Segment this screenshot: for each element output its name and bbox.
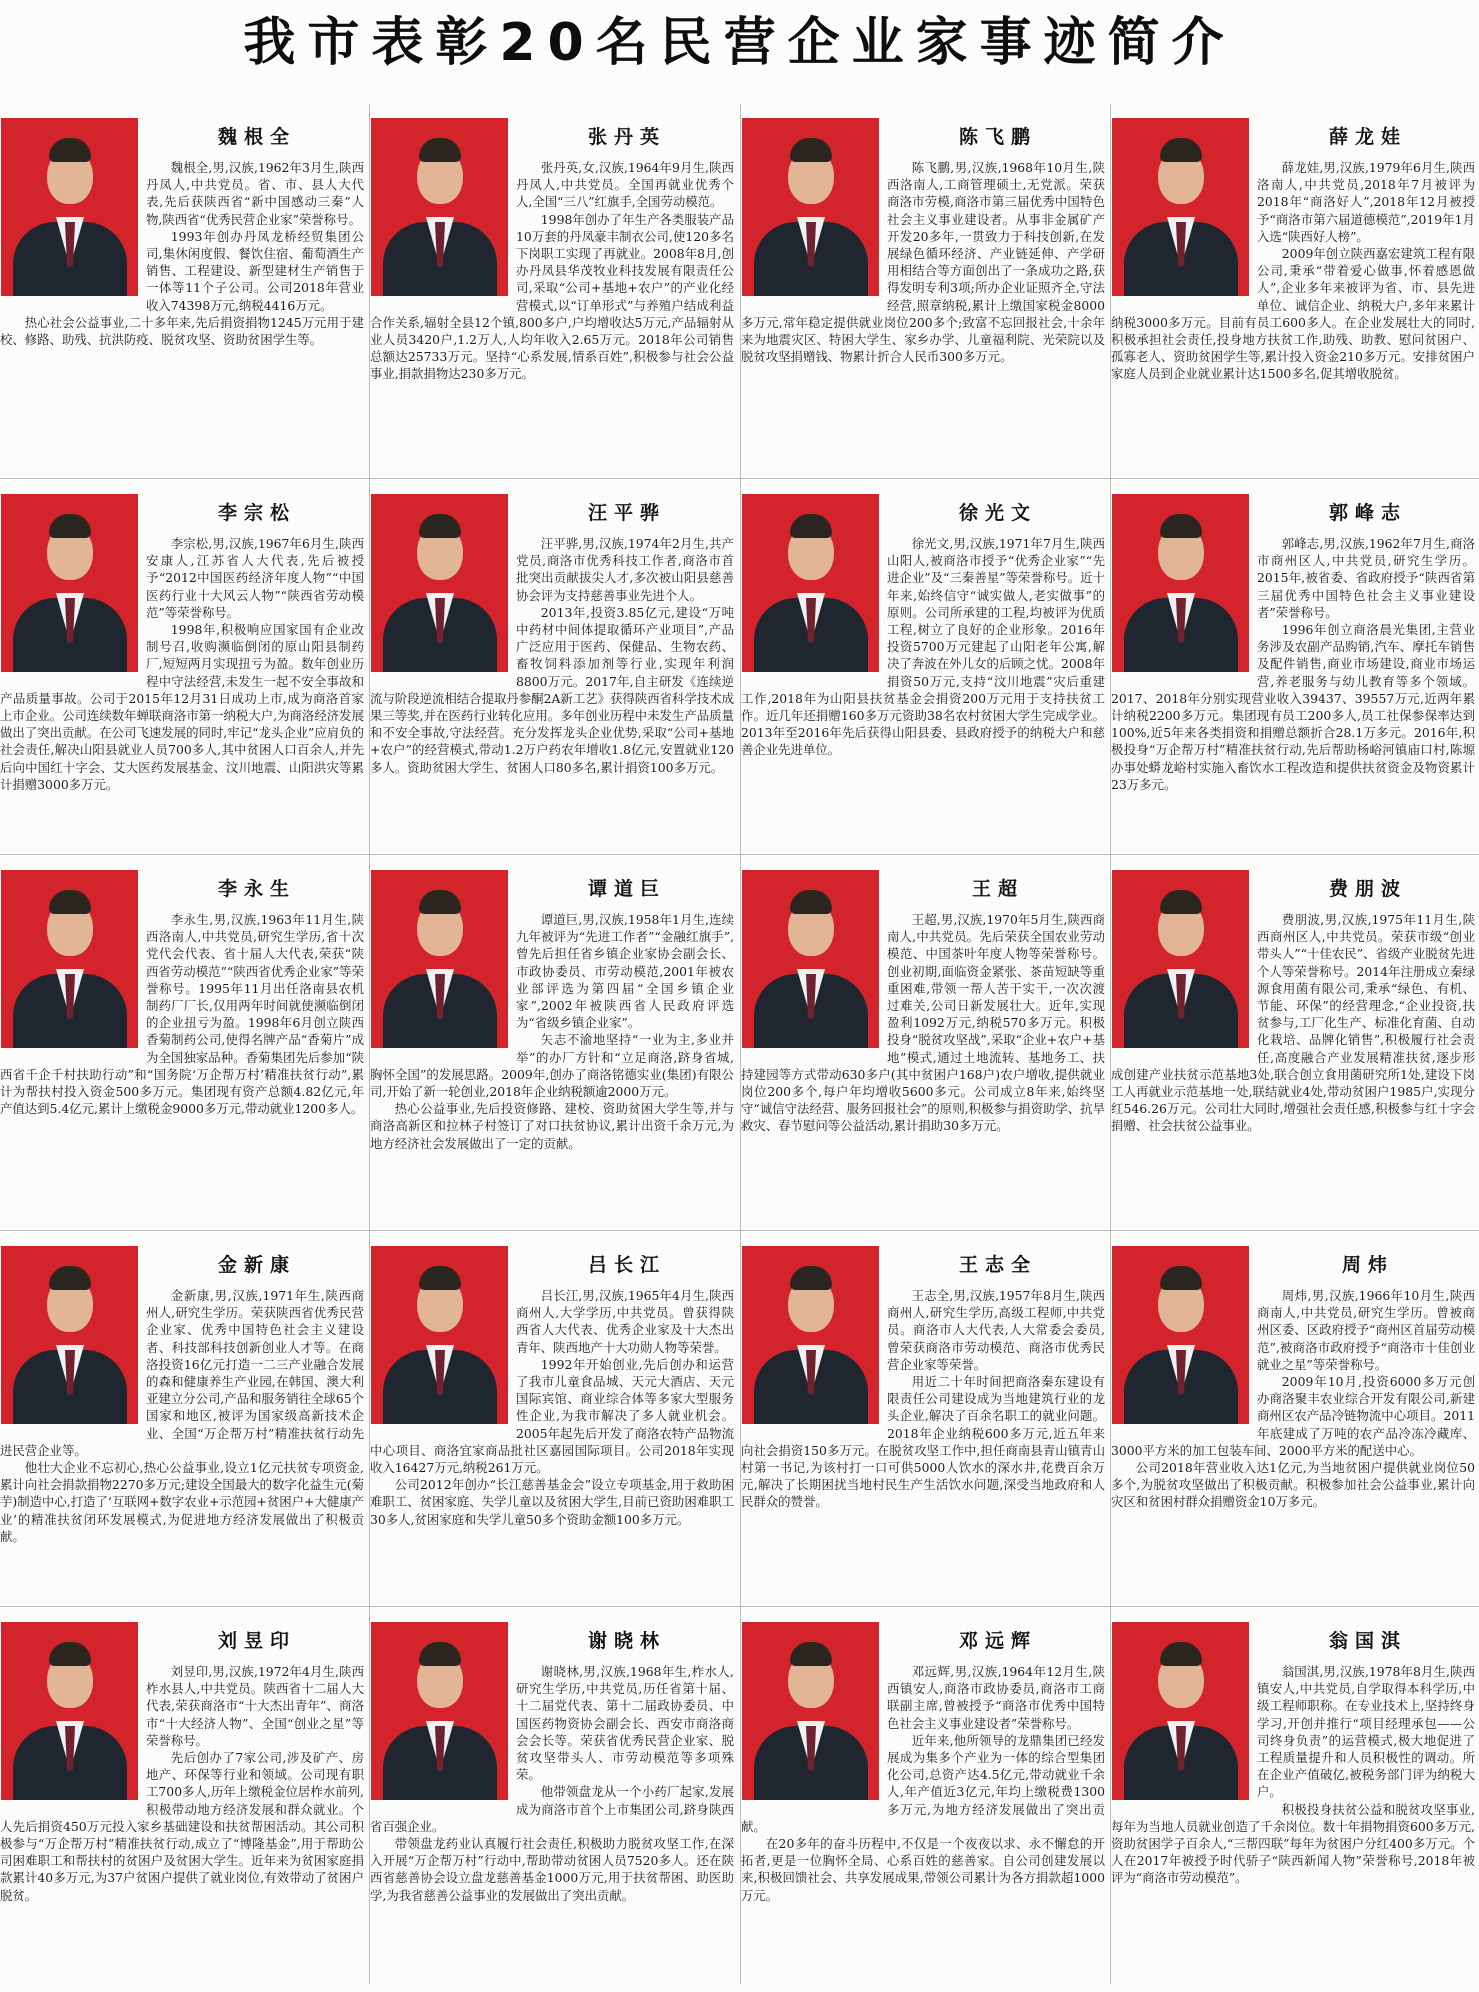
profile-name: 汪平骅 (587, 502, 666, 524)
portrait-photo (1112, 870, 1249, 1048)
portrait-photo (1112, 494, 1249, 672)
profile-card (1111, 856, 1479, 1230)
portrait-photo (371, 1246, 508, 1424)
profile-card (0, 856, 368, 1230)
bio-paragraph: 带领盘龙药业认真履行社会责任,积极助力脱贫攻坚工作,在深入开展“万企帮万村”行动中,帮助带动贫困人员7520多人。还在陕西省慈善协会设立盘龙慈善基金1000万元,用于扶贫帮困、助医助学,为我省慈善公益事业的发展做出了突出贡献。 (370, 1836, 734, 1903)
portrait-photo (742, 494, 879, 672)
bio-paragraph: 1998年,积极响应国家国有企业改制号召,收购濒临倒闭的原山阳县制药厂,短短两月实现扭亏为盈。数年创业历程中守法经营,未发生一起不安全事故和产品质量事故。公司于2015年12月31日成功上市,成为商洛首家上市企业。公司连续数年蝉联商洛市第一纳税大户,为商洛经济发展做出了突出贡献。在公司飞速发展的同时,牢记“龙头企业”应肩负的社会责任,解决山阳县就业人员700多人,其中贫困人口百余人,并先后向中国红十字会、艾大医药发展基金、汶川地震、山阳洪灾等累计捐赠3000多万元。 (0, 622, 364, 792)
portrait-photo (742, 118, 879, 296)
column-divider (1110, 104, 1111, 1984)
portrait-photo (371, 1622, 508, 1800)
portrait-hair (1160, 1642, 1202, 1666)
profile-name: 刘昱印 (217, 1630, 296, 1652)
profile-card (0, 480, 368, 854)
profile-card (1111, 104, 1479, 478)
profile-name: 魏根全 (217, 126, 296, 148)
bio-paragraph: 王志全,男,汉族,1957年8月生,陕西商州人,研究生学历,高级工程师,中共党员。商洛市人大代表,人大常委会委员,曾荣获商洛市劳动模范、商洛市优秀民营企业家等荣誉。 (887, 1288, 1105, 1372)
profile-card (741, 856, 1109, 1230)
portrait-photo (371, 118, 508, 296)
row-divider (0, 854, 1479, 855)
portrait-photo (742, 870, 879, 1048)
profile-name: 谭道巨 (587, 878, 666, 900)
portrait-photo (1112, 1622, 1249, 1800)
portrait-photo (742, 1246, 879, 1424)
bio-paragraph: 薛龙娃,男,汉族,1979年6月生,陕西洛南人,中共党员,2018年7月被评为2018年“商洛好人”,2018年12月被授予“商洛市第六届道德模范”,2019年1月入选“陕西好人榜”。 (1257, 160, 1475, 244)
portrait-hair (49, 138, 91, 162)
portrait-photo (1112, 1246, 1249, 1424)
portrait-photo (1, 118, 138, 296)
portrait-photo (1, 1622, 138, 1800)
profile-card (741, 1232, 1109, 1606)
row-divider (0, 1606, 1479, 1607)
portrait-photo (1, 1246, 138, 1424)
profile-name: 徐光文 (958, 502, 1037, 524)
profile-name: 邓远辉 (958, 1630, 1037, 1652)
portrait-hair (419, 1266, 461, 1290)
portrait-hair (790, 138, 832, 162)
bio-paragraph: 郭峰志,男,汉族,1962年7月生,商洛市商州区人,中共党员,研究生学历。2015年,被省委、省政府授予“陕西省第三届优秀中国特色社会主义事业建设者”荣誉称号。 (1257, 536, 1475, 620)
bio-paragraph: 邓远辉,男,汉族,1964年12月生,陕西镇安人,商洛市政协委员,商洛市工商联副主席,曾被授予“商洛市优秀中国特色社会主义事业建设者”荣誉称号。 (887, 1664, 1105, 1731)
bio-paragraph: 积极投身扶贫公益和脱贫攻坚事业,每年为当地人员就业创造了千余岗位。数十年捐物捐资600多万元,资助贫困学子百余人,“三帮四联”每年为贫困户分红400多万元。个人在2017年被授予时代骄子“陕西新闻人物”荣誉称号,2018年被评为“商洛市劳动模范”。 (1111, 1801, 1475, 1886)
portrait-hair (790, 514, 832, 538)
bio-paragraph: 1993年创办丹凤龙桥经贸集团公司,集休闲度假、餐饮住宿、葡萄酒生产销售、工程建设、新型建材生产销售于一体等11个子公司。公司2018年营业收入74398万元,纳税4416万元。 (146, 228, 364, 313)
portrait-photo (742, 1622, 879, 1800)
bio-paragraph: 翁国淇,男,汉族,1978年8月生,陕西镇安人,中共党员,自学取得本科学历,中级工程师职称。在专业技术上,坚持终身学习,开创并推行“项目经理承包——公司终身负责”的运营模式,极大地促进了工程质量提升和人员积极性的调动。所在企业产值破亿,被税务部门评为纳税大户。 (1257, 1664, 1475, 1800)
profile-card (0, 1608, 368, 1982)
profile-name: 李永生 (217, 878, 296, 900)
portrait-photo (1, 870, 138, 1048)
profile-card (370, 1608, 738, 1982)
profile-card (1111, 1232, 1479, 1606)
portrait-hair (49, 514, 91, 538)
bio-paragraph: 陈飞鹏,男,汉族,1968年10月生,陕西洛南人,工商管理硕士,无党派。荣获商洛市劳模,商洛市第三届优秀中国特色社会主义事业建设者。从事非金属矿产开发20多年,一贯致力于科技创新,在发展绿色循环经济、产业链延伸、产学研用相结合等方面创出了一条成功之路,获得发明专利3项;所办企业证照齐全,守法经营,照章纳税,累计上缴国家税金8000多万元,常年稳定提供就业岗位200多个;致富不忘回报社会,十余年来为地震灾区、特困大学生、家乡办学、儿童福利院、光荣院以及脱贫攻坚捐赠钱、物累计折合人民币300多万元。 (741, 160, 1105, 365)
profile-name: 王志全 (958, 1254, 1037, 1276)
portrait-hair (49, 1266, 91, 1290)
row-divider (0, 1230, 1479, 1231)
profile-grid (0, 104, 1479, 1992)
portrait-photo (371, 494, 508, 672)
bio-paragraph: 在20多年的奋斗历程中,不仅是一个夜夜以求、永不懈怠的开拓者,更是一位胸怀全局、心系百姓的慈善家。自公司创建发展以来,积极回馈社会、共享发展成果,带领公司累计为各方捐款超1000万元。 (741, 1836, 1105, 1903)
profile-name: 薛龙娃 (1328, 126, 1407, 148)
profile-name: 张丹英 (587, 126, 666, 148)
bio-paragraph: 谢晓林,男,汉族,1968年生,柞水人,研究生学历,中共党员,历任省第十届、十二届党代表、第十二届政协委员、中国医药物资协会副会长、西安市商洛商会会长等。荣获省优秀民营企业家、脱贫攻坚带头人、市劳动模范等多项殊荣。 (516, 1664, 734, 1783)
bio-paragraph: 刘昱印,男,汉族,1972年4月生,陕西柞水县人,中共党员。陕西省十二届人大代表,荣获商洛市“十大杰出青年”、商洛市“十大经济人物”、全国“创业之星”等荣誉称号。 (146, 1664, 364, 1748)
bio-paragraph: 魏根全,男,汉族,1962年3月生,陕西丹凤人,中共党员。省、市、县人大代表,先后获陕西省“新中国感动三秦”人物,陕西省“优秀民营企业家”荣誉称号。 (146, 160, 364, 227)
bio-paragraph: 2013年,投资3.85亿元,建设“万吨中药材中间体提取循环产业项目”,产品广泛应用于医药、保健品、生物农药、畜牧饲料添加剂等行业,实现年利润8800万元。2017年,自主研发《连续逆流与阶段逆流相结合提取丹参酮2A新工艺》获得陕西省科学技术成果三等奖,并在医药行业转化应用。多年创业历程中未发生产品质量和不安全事故,守法经营。充分发挥龙头企业优势,采取“公司+基地+农户”的经营模式,带动1.2万户药农年增收1.8亿元,安置就业120多人。资助贫困大学生、贫困人口80多名,累计捐资100多万元。 (370, 604, 734, 775)
portrait-photo (1, 494, 138, 672)
page-headline: 我市表彰20名民营企业家事迹简介 (243, 13, 1236, 73)
portrait-hair (419, 514, 461, 538)
bio-paragraph: 他带领盘龙从一个小药厂起家,发展成为商洛市首个上市集团公司,跻身陕西省百强企业。 (370, 1784, 734, 1834)
bio-paragraph: 近年来,他所领导的龙鼎集团已经发展成为集多个产业为一体的综合型集团化公司,总资产达4.5亿元,带动就业千余人,年产值近3亿元,年均上缴税费1300多万元,为地方经济发展做出了突出贡献。 (741, 1732, 1105, 1834)
portrait-photo (371, 870, 508, 1048)
profile-name: 李宗松 (217, 502, 296, 524)
profile-card (1111, 480, 1479, 854)
bio-paragraph: 汪平骅,男,汉族,1974年2月生,共产党员,商洛市优秀科技工作者,商洛市首批突出贡献拔尖人才,多次被山阳县慈善协会评为支持慈善事业先进个人。 (516, 536, 734, 603)
bio-paragraph: 热心社会公益事业,二十多年来,先后捐资捐物1245万元用于建校、修路、助残、抗洪防疫、脱贫攻坚、资助贫困学生等。 (0, 314, 364, 348)
portrait-hair (1160, 514, 1202, 538)
profile-card (370, 104, 738, 478)
portrait-hair (1160, 1266, 1202, 1290)
bio-paragraph: 1992年开始创业,先后创办和运营了我市儿童食品城、天元大酒店、天元国际宾馆、商业综合体等多家大型服务性企业,为我市解决了多人就业机会。2005年起先后开发了商洛农特产品物流中心项目、商洛宜家商品批社区嘉园国际项目。公司2018年实现收入16427万元,纳税261万元。 (370, 1356, 734, 1476)
portrait-hair (790, 1266, 832, 1290)
bio-paragraph: 2009年10月,投资6000多万元创办商洛聚丰农业综合开发有限公司,新建商州区农产品冷链物流中心项目。2011年底建成了万吨的农产品冷冻冷藏库、3000平方米的加工包装车间、2000平方米的配送中心。 (1111, 1374, 1475, 1458)
bio-paragraph: 矢志不渝地坚持“一业为主,多业并举”的办厂方针和“立足商洛,跻身省城,胸怀全国”的发展思路。2009年,创办了商洛铭德实业(集团)有限公司,开始了新一轮创业,2018年企业纳税额逾2000万元。 (370, 1032, 734, 1100)
bio-paragraph: 李宗松,男,汉族,1967年6月生,陕西安康人,江苏省人大代表,先后被授予“2012中国医药经济年度人物”“中国医药行业十大风云人物”“陕西省劳动模范”等荣誉称号。 (146, 536, 364, 620)
portrait-hair (49, 890, 91, 914)
profile-card (0, 1232, 368, 1606)
bio-paragraph: 费朋波,男,汉族,1975年11月生,陕西商州区人,中共党员。荣获市级“创业带头人”“十佳农民”、省级产业脱贫先进个人等荣誉称号。2014年注册成立秦绿源食用菌有限公司,秉承“绿色、有机、节能、环保”的经营理念,“企业投资,扶贫参与,工厂化生产、标准化育菌、自动化栽培、品牌化销售”,积极履行社会责任,高度融合产业发展精准扶贫,逐步形成创建产业扶贫示范基地3处,联合创立食用菌研究所1处,建设下岗工人再就业示范基地一处,联结就业4处,带动贫困户1985户,实现分红546.26万元。公司壮大同时,增强社会责任感,积极参与红十字会捐赠、社会扶贫公益事业。 (1111, 912, 1475, 1134)
bio-paragraph: 公司2012年创办“长江慈善基金会”设立专项基金,用于救助困难职工、贫困家庭、失学儿童以及贫困大学生,目前已资助困难职工30多人,贫困家庭和失学儿童50多个资助金额100多万元。 (370, 1477, 734, 1527)
portrait-hair (419, 1642, 461, 1666)
profile-name: 周炜 (1341, 1254, 1394, 1276)
bio-paragraph: 热心公益事业,先后投资修路、建校、资助贫困大学生等,并与商洛高新区和拉林子村签订了对口扶贫协议,累计出资千余万元,为地方经济社会发展做出了一定的贡献。 (370, 1101, 734, 1151)
profile-name: 郭峰志 (1328, 502, 1407, 524)
profile-name: 王超 (971, 878, 1024, 900)
bio-paragraph: 用近二十年时间把商洛秦东建设有限责任公司建设成为当地建筑行业的龙头企业,解决了百余名职工的就业问题。2018年企业纳税600多万元,近五年来向社会捐资150多万元。在脱贫攻坚工作中,担任商南县青山镇青山村第一书记,为该村打一口可供5000人饮水的深水井,花费百余万元,解决了长期困扰当地村民生产生活饮水问题,深受当地政府和人民群众的赞誉。 (741, 1374, 1105, 1510)
portrait-hair (790, 1642, 832, 1666)
bio-paragraph: 吕长江,男,汉族,1965年4月生,陕西商州人,大学学历,中共党员。曾获得陕西省人大代表、优秀企业家及十大杰出青年、陕西地产十大功勋人物等荣誉。 (516, 1288, 734, 1355)
profile-name: 谢晓林 (587, 1630, 666, 1652)
column-divider (369, 104, 370, 1984)
column-divider (740, 104, 741, 1984)
profile-name: 金新康 (217, 1254, 296, 1276)
bio-paragraph: 先后创办了7家公司,涉及矿产、房地产、环保等行业和领域。公司现有职工700多人,历年上缴税金位居柞水前列,积极带动地方经济发展和群众就业。个人先后捐资450万元投入家乡基础建设和扶贫帮困活动。其公司积极参与“万企帮万村”精准扶贫行动,成立了“博隆基金”,用于帮助公司困难职工和帮扶村的贫困户及贫困大学生。近年来为贫困家庭捐款累计40多万元,为37户贫困户提供了就业岗位,有效带动了贫困户脱贫。 (0, 1750, 364, 1903)
profile-card (370, 1232, 738, 1606)
bio-paragraph: 1998年创办了年生产各类服装产品10万套的丹凤豪丰制衣公司,使120多名下岗职工实现了再就业。2008年8月,创办丹凤县华茂牧业科技发展有限责任公司,采取“公司+基地+农户”的产业化经营模式,以“订单形式”与养殖户结成利益合作关系,辐射全县12个镇,800多户,户均增收达5万元,产品辐射从业人员3420户,1.2万人,人均年收入2.65万元。2018年公司销售总额达25733万元。坚持“心系发展,情系百姓”,积极参与社会公益事业,捐款捐物达230多万元。 (370, 211, 734, 382)
bio-paragraph: 谭道巨,男,汉族,1958年1月生,连续九年被评为“先进工作者”“金融红旗手”,曾先后担任省乡镇企业家协会副会长、市政协委员、市劳动模范,2001年被农业部评选为第四届“全国乡镇企业家”,2002年被陕西省人民政府评选为“省级乡镇企业家”。 (516, 912, 734, 1031)
bio-paragraph: 李永生,男,汉族,1963年11月生,陕西洛南人,中共党员,研究生学历,省十次党代会代表、省十届人大代表,荣获“陕西省劳动模范”“陕西省优秀企业家”等荣誉称号。1995年11月出任洛南县农机制药厂厂长,仅用两年时间就使濒临倒闭的企业扭亏为盈。1998年6月创立陕西香菊制药公司,使得名牌产品“香菊片”成为全国独家品种。香菊集团先后参加“陕西省千企千村扶助行动”和“国务院‘万企帮万村’精准扶贫行动”,累计为帮扶村投入资金500多万元。集团现有资产总额4.82亿元,年产值达到5.4亿元,累计上缴税金9000多万元,带动就业1200多人。 (0, 912, 364, 1117)
bio-paragraph: 张丹英,女,汉族,1964年9月生,陕西丹凤人,中共党员。全国再就业优秀个人,全国“三八”红旗手,全国劳动模范。 (516, 160, 734, 210)
profile-name: 翁国淇 (1328, 1630, 1407, 1652)
bio-paragraph: 周炜,男,汉族,1966年10月生,陕西商南人,中共党员,研究生学历。曾被商州区委、区政府授予“商州区首届劳动模范”,被商洛市政府授予“商洛市十佳创业就业之星”等荣誉称号。 (1257, 1288, 1475, 1372)
profile-card (370, 480, 738, 854)
bio-paragraph: 王超,男,汉族,1970年5月生,陕西商南人,中共党员。先后荣获全国农业劳动模范、中国茶叶年度人物等荣誉称号。创业初期,面临资金紧张、茶苗短缺等重重困难,带领一帮人苦干实干,一次次渡过难关,公司日新发展壮大。近年,实现盈利1092万元,纳税570多万元。积极投身“脱贫攻坚战”,采取“企业+农户+基地”模式,通过土地流转、基地务工、扶持建园等方式带动630多户(其中贫困户168户)农户增收,提供就业岗位200多个,每户年均增收5600多元。公司成立8年来,始终坚守“诚信守法经营、服务回报社会”的原则,积极参与捐资助学、抗旱救灾、春节慰问等公益活动,累计捐助30多万元。 (741, 912, 1105, 1134)
portrait-hair (49, 1642, 91, 1666)
profile-name: 陈飞鹏 (958, 126, 1037, 148)
bio-paragraph: 金新康,男,汉族,1971年生,陕西商州人,研究生学历。荣获陕西省优秀民营企业家、优秀中国特色社会主义建设者、科技部科技创新创业人才等。在商洛投资16亿元打造一二三产业融合发展的森和健康养生产业园,在韩国、澳大利亚建立分公司,产品和服务销往全球65个国家和地区,被评为国家级高新技术企业、全国“万企帮万村”精准扶贫行动先进民营企业等。 (0, 1288, 364, 1458)
bio-paragraph: 他壮大企业不忘初心,热心公益事业,设立1亿元扶贫专项资金,累计向社会捐款捐物2270多万元;建设全国最大的数字化益生元(菊芋)制造中心,打造了‘互联网+数字农业+示范园+贫困户+大健康产业’的精准扶贫闭环发展模式,为促进地方经济发展做出了积极贡献。 (0, 1460, 365, 1544)
profile-name: 费朋波 (1328, 878, 1407, 900)
profile-card (0, 104, 368, 478)
bio-paragraph: 徐光文,男,汉族,1971年7月生,陕西山阳人,被商洛市授予“优秀企业家”“先进企业”及“三秦善星”等荣誉称号。近十年来,始终信守“诚实做人,老实做事”的原则。公司所承建的工程,均被评为优质工程,树立了良好的企业形象。2016年投资5700万元建起了山阳老年公寓,解决了奔波在外儿女的后顾之忧。2008年捐资50万元,支持“汶川地震”灾后重建工作,2018年为山阳县扶贫基金会捐资200万元用于支持扶贫工作。近几年还捐赠160多万元资助38名农村贫困大学生完成学业。2013年至2016年先后获得山阳县委、县政府授予的纳税大户和慈善企业先进单位。 (741, 536, 1105, 758)
portrait-hair (1160, 138, 1202, 162)
portrait-hair (419, 890, 461, 914)
portrait-hair (1160, 890, 1202, 914)
profile-card (741, 1608, 1109, 1982)
portrait-photo (1112, 118, 1249, 296)
bio-paragraph: 2009年创立陕西嘉宏建筑工程有限公司,秉承“带着爱心做事,怀着感恩做人”,企业多年来被评为省、市、县先进单位、诚信企业、纳税大户,多年来累计纳税3000多万元。目前有员工600多人。在企业发展壮大的同时,积极承担社会责任,投身地方扶贫工作,助残、助教、慰问贫困户、孤寡老人、资助贫困学生等,累计投入资金210多万元。安排贫困户家庭人员到企业就业累计达1500多名,促其增收脱贫。 (1111, 246, 1475, 382)
profile-name: 吕长江 (587, 1254, 666, 1276)
profile-card (741, 104, 1109, 478)
profile-card (370, 856, 738, 1230)
profile-card (741, 480, 1109, 854)
profile-card (1111, 1608, 1479, 1982)
portrait-hair (790, 890, 832, 914)
portrait-hair (419, 138, 461, 162)
bio-paragraph: 1996年创立商洛晨光集团,主营业务涉及农副产品购销,汽车、摩托车销售及配件销售,商业市场建设,商业市场运营,养老服务与幼儿教育等多个领域。2017、2018年分别实现营业收入39437、39557万元,近两年累计纳税2200多万元。集团现有员工200多人,员工社保参保率达到100%,近5年来各类捐资和捐赠总额折合28.1万多元。2016年,积极投身“万企帮万村”精准扶贫行动,先后帮助杨峪河镇庙口村,陈塬办事处蟒龙峪村实施入畜饮水工程改造和提供扶贫资金及物资累计23万多元。 (1111, 622, 1475, 792)
bio-paragraph: 公司2018年营业收入达1亿元,为当地贫困户提供就业岗位50多个,为脱贫攻坚做出了积极贡献。积极参加社会公益事业,累计向灾区和贫困村群众捐赠资金10万多元。 (1111, 1460, 1475, 1510)
row-divider (0, 478, 1479, 479)
